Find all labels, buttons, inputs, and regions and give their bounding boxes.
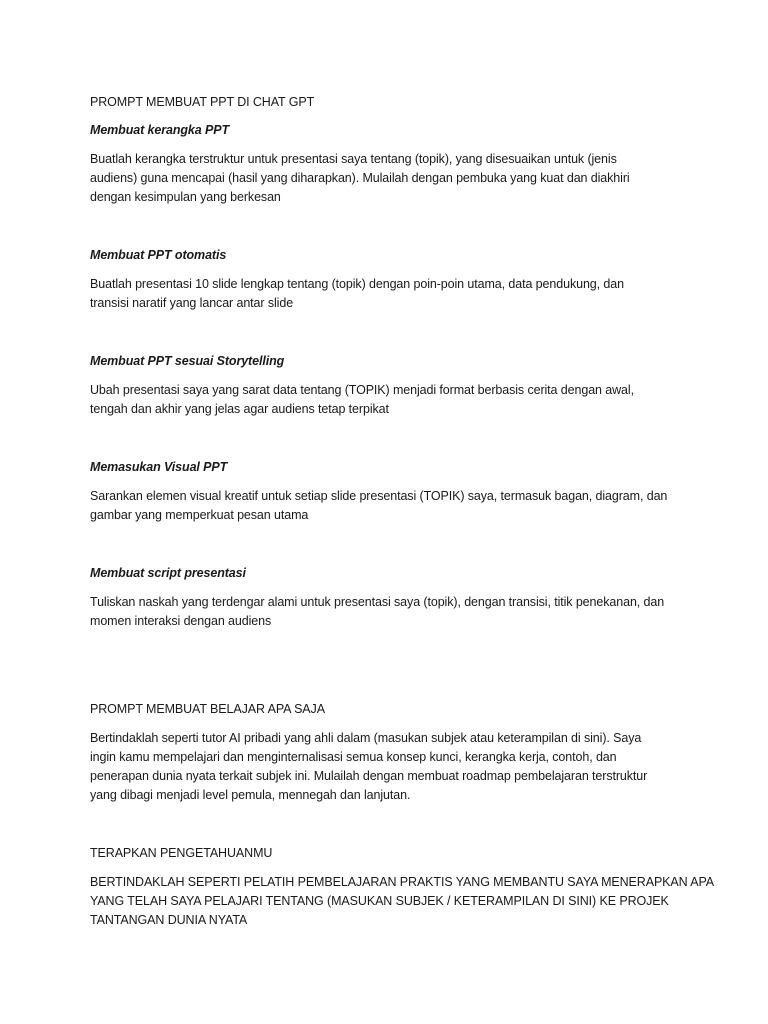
doc-title-terapkan: TERAPKAN PENGETAHUANMU [90,846,273,860]
body-line: ingin kamu mempelajari dan menginternalisasi semua konsep kunci, kerangka kerja, contoh, dan [90,750,617,764]
body-line: Buatlah presentasi 10 slide lengkap tentang (topik) dengan poin-poin utama, data pendukung, dan [90,277,624,291]
body-line: Ubah presentasi saya yang sarat data tentang (TOPIK) menjadi format berbasis cerita dengan awal, [90,383,634,397]
body-line: transisi naratif yang lancar antar slide [90,296,294,310]
body-line: Bertindaklah seperti tutor AI pribadi yang ahli dalam (masukan subjek atau keterampilan di sini). Saya [90,731,642,745]
section-heading-script: Membuat script presentasi [90,566,246,580]
doc-title-belajar: PROMPT MEMBUAT BELAJAR APA SAJA [90,702,325,716]
body-line: momen interaksi dengan audiens [90,614,272,628]
section-heading-otomatis: Membuat PPT otomatis [90,248,227,262]
body-line: BERTINDAKLAH SEPERTI PELATIH PEMBELAJARAN PRAKTIS YANG MEMBANTU SAYA MENERAPKAN APA [90,875,715,889]
body-line: Tuliskan naskah yang terdengar alami untuk presentasi saya (topik), dengan transisi, titik penekanan, dan [90,595,665,609]
body-line: penerapan dunia nyata terkait subjek ini. Mulailah dengan membuat roadmap pembelajaran terstruktur [90,769,648,783]
section-heading-kerangka: Membuat kerangka PPT [90,123,230,137]
body-line: dengan kesimpulan yang berkesan [90,190,281,204]
section-heading-visual: Memasukan Visual PPT [90,460,228,474]
body-line: yang dibagi menjadi level pemula, mennegah dan lanjutan. [90,788,411,802]
body-line: Buatlah kerangka terstruktur untuk presentasi saya tentang (topik), yang disesuaikan untuk (jenis [90,152,617,166]
body-line: audiens) guna mencapai (hasil yang diharapkan). Mulailah dengan pembuka yang kuat dan diakhiri [90,171,630,185]
body-line: tengah dan akhir yang jelas agar audiens tetap terpikat [90,402,389,416]
body-line: gambar yang memperkuat pesan utama [90,508,309,522]
body-line: TANTANGAN DUNIA NYATA [90,913,248,927]
body-line: Sarankan elemen visual kreatif untuk setiap slide presentasi (TOPIK) saya, termasuk bagan, diagram, dan [90,489,668,503]
body-line: YANG TELAH SAYA PELAJARI TENTANG (MASUKAN SUBJEK / KETERAMPILAN DI SINI) KE PROJEK [90,894,669,908]
section-heading-storytelling: Membuat PPT sesuai Storytelling [90,354,285,368]
doc-title-ppt: PROMPT MEMBUAT PPT DI CHAT GPT [90,95,315,109]
